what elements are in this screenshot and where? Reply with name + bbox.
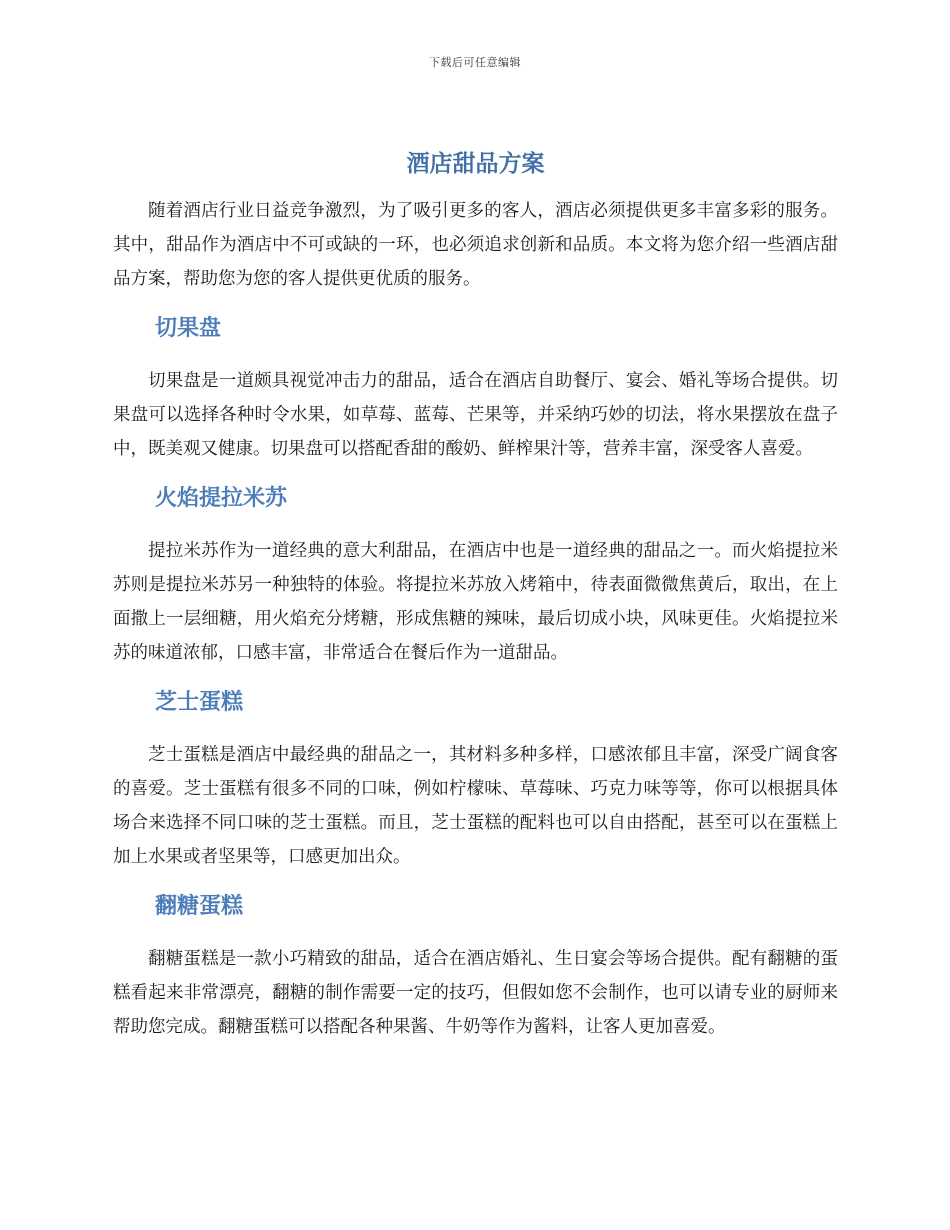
intro-paragraph: 随着酒店行业日益竞争激烈，为了吸引更多的客人，酒店必须提供更多丰富多彩的服务。其中，甜品作为酒店中不可或缺的一环，也必须追求创新和品质。本文将为您介绍一些酒店甜品方案，帮助您为您的客人提供更优质的服务。: [113, 201, 838, 289]
section-fondant-cake: [113, 890, 838, 1044]
section-cheesecake: [113, 686, 838, 874]
section-paragraph: 芝士蛋糕是酒店中最经典的甜品之一，其材料多种多样，口感浓郁且丰富，深受广阔食客的喜爱。芝士蛋糕有很多不同的口味，例如柠檬味、草莓味、巧克力味等等，你可以根据具体场合来选择不同口味的芝士蛋糕。而且，芝士蛋糕的配料也可以自由搭配，甚至可以在蛋糕上加上水果或者坚果等，口感更加出众。: [113, 745, 838, 867]
section-flaming-tiramisu: [113, 482, 838, 670]
section-heading: 火焰提拉米苏: [155, 486, 288, 511]
document-title: 酒店甜品方案: [406, 151, 545, 177]
header-note: 下载后可任意编辑: [429, 56, 521, 69]
section-fruit-platter: [113, 312, 838, 466]
section-paragraph: 提拉米苏作为一道经典的意大利甜品，在酒店中也是一道经典的甜品之一。而火焰提拉米苏则是提拉米苏另一种独特的体验。将提拉米苏放入烤箱中，待表面微微焦黄后，取出，在上面撒上一层细糖，用火焰充分烤糖，形成焦糖的辣味，最后切成小块，风味更佳。火焰提拉米苏的味道浓郁，口感丰富，非常适合在餐后作为一道甜品。: [113, 541, 838, 663]
section-heading: 芝士蛋糕: [155, 690, 244, 715]
section-heading: 翻糖蛋糕: [155, 894, 244, 919]
section-paragraph: 翻糖蛋糕是一款小巧精致的甜品，适合在酒店婚礼、生日宴会等场合提供。配有翻糖的蛋糕看起来非常漂亮，翻糖的制作需要一定的技巧，但假如您不会制作，也可以请专业的厨师来帮助您完成。翻糖蛋糕可以搭配各种果酱、牛奶等作为酱料，让客人更加喜爱。: [113, 949, 838, 1037]
document-content: [113, 144, 838, 1044]
section-heading: 切果盘: [155, 316, 222, 341]
section-paragraph: 切果盘是一道颇具视觉冲击力的甜品，适合在酒店自助餐厅、宴会、婚礼等场合提供。切果盘可以选择各种时令水果，如草莓、蓝莓、芒果等，并采纳巧妙的切法，将水果摆放在盘子中，既美观又健康。切果盘可以搭配香甜的酸奶、鲜榨果汁等，营养丰富，深受客人喜爱。: [113, 371, 838, 459]
